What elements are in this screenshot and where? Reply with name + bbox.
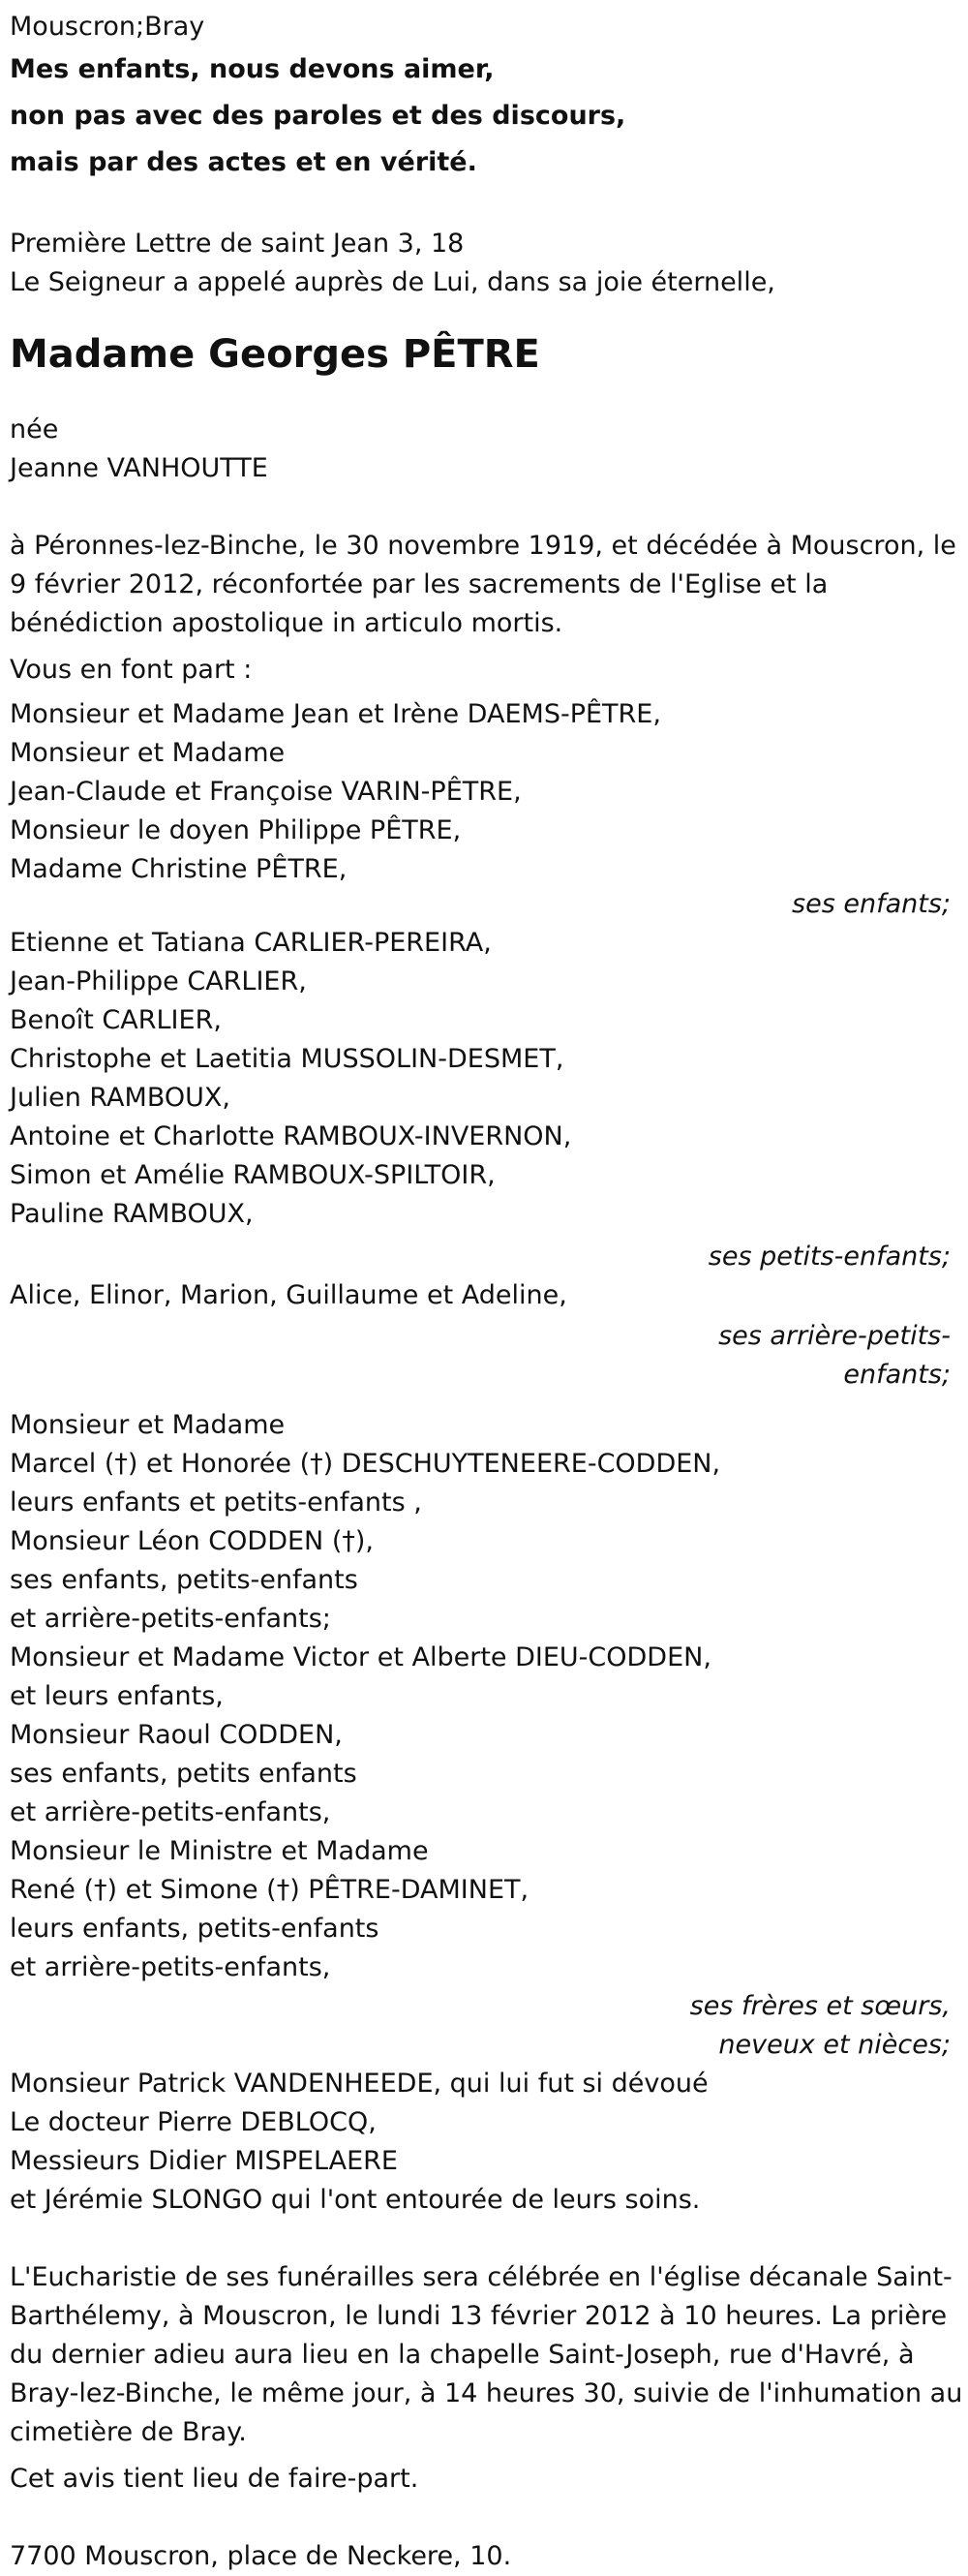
siblings-list	[10, 1406, 958, 1987]
list-item: Alice, Elinor, Marion, Guillaume et Adeline,	[10, 1280, 567, 1310]
list-item: ses enfants, petits-enfants	[10, 1565, 358, 1595]
list-item: Monsieur et Madame	[10, 738, 286, 768]
list-item: et leurs enfants,	[10, 1681, 224, 1711]
list-item: Julien RAMBOUX,	[10, 1083, 230, 1113]
list-item: leurs enfants, petits-enfants	[10, 1914, 379, 1944]
list-item: et arrière-petits-enfants,	[10, 1952, 331, 1982]
children-label: ses enfants;	[792, 889, 951, 919]
list-item: Monsieur et Madame Victor et Alberte DIEU-CODDEN,	[10, 1642, 711, 1672]
children-list	[10, 695, 958, 889]
siblings-label: ses frères et sœurs, neveux et nièces;	[689, 1991, 951, 2060]
maiden-name: Jeanne VANHOUTTE	[10, 453, 268, 483]
caregivers-list	[10, 2065, 958, 2220]
verse-line-2: non pas avec des paroles et des discours,	[10, 101, 626, 131]
list-item: et Jérémie SLONGO qui l'ont entourée de leurs soins.	[10, 2185, 701, 2215]
list-item: René (†) et Simone (†) PÊTRE-DAMINET,	[10, 1875, 529, 1905]
grandchildren-list	[10, 924, 958, 1234]
list-item: Monsieur Léon CODDEN (†),	[10, 1526, 374, 1556]
list-item: et arrière-petits-enfants;	[10, 1604, 331, 1634]
location-header: Mouscron;Bray	[10, 12, 205, 42]
verse-reference: Première Lettre de saint Jean 3, 18	[10, 229, 465, 259]
list-item: Monsieur et Madame Jean et Irène DAEMS-PÊTRE,	[10, 699, 661, 729]
list-item: Madame Christine PÊTRE,	[10, 854, 348, 884]
list-item: Benoît CARLIER,	[10, 1005, 222, 1035]
list-item: Le docteur Pierre DEBLOCQ,	[10, 2107, 377, 2137]
list-item: Monsieur le doyen Philippe PÊTRE,	[10, 815, 462, 845]
grandchildren-label: ses petits-enfants;	[708, 1242, 951, 1272]
list-item: Jean-Philippe CARLIER,	[10, 966, 307, 997]
address-text: 7700 Mouscron, place de Neckere, 10.	[10, 2541, 512, 2571]
verse-line-3: mais par des actes et en vérité.	[10, 147, 477, 177]
list-item: Jean-Claude et Françoise VARIN-PÊTRE,	[10, 777, 522, 807]
announce-text: Vous en font part :	[10, 655, 253, 685]
list-item: leurs enfants et petits-enfants ,	[10, 1487, 422, 1518]
verse-line-1: Mes enfants, nous devons aimer,	[10, 54, 495, 84]
list-item: Christophe et Laetitia MUSSOLIN-DESMET,	[10, 1044, 564, 1074]
great-grandchildren-list	[10, 1276, 958, 1315]
list-item: Pauline RAMBOUX,	[10, 1199, 254, 1229]
list-item: ses enfants, petits enfants	[10, 1759, 357, 1789]
list-item: Monsieur Patrick VANDENHEEDE, qui lui fut si dévoué	[10, 2069, 709, 2099]
list-item: Marcel (†) et Honorée (†) DESCHUYTENEERE-CODDEN,	[10, 1449, 721, 1479]
birth-death-text: à Péronnes-lez-Binche, le 30 novembre 1919, et décédée à Mouscron, le 9 février 2012, réconfortée par les sacrements de l'Eglise et la bénédiction apostolique in articulo mortis.	[10, 531, 956, 638]
list-item: Antoine et Charlotte RAMBOUX-INVERNON,	[10, 1121, 572, 1151]
nee-label: née	[10, 414, 59, 445]
list-item: et arrière-petits-enfants,	[10, 1797, 331, 1827]
list-item: Messieurs Didier MISPELAERE	[10, 2146, 398, 2176]
deceased-name: Madame Georges PÊTRE	[10, 332, 540, 377]
notice-text: Cet avis tient lieu de faire-part.	[10, 2464, 419, 2494]
list-item: Simon et Amélie RAMBOUX-SPILTOIR,	[10, 1160, 496, 1190]
intro-text: Le Seigneur a appelé auprès de Lui, dans sa joie éternelle,	[10, 267, 775, 297]
funeral-text: L'Eucharistie de ses funérailles sera célébrée en l'église décanale Saint-Barthélemy, à Mouscron, le lundi 13 février 2012 à 10 heures. La prière du dernier adieu aura lieu en la chapelle Saint-Joseph, rue d'Havré, à Bray-lez-Binche, le même jour, à 14 heures 30, suivie de l'inhumation au cimetière de Bray.	[10, 2262, 963, 2447]
list-item: Monsieur Raoul CODDEN,	[10, 1720, 343, 1750]
list-item: Etienne et Tatiana CARLIER-PEREIRA,	[10, 928, 492, 958]
list-item: Monsieur le Ministre et Madame	[10, 1836, 429, 1866]
great-grandchildren-label: ses arrière-petits-enfants;	[718, 1321, 951, 1390]
list-item: Monsieur et Madame	[10, 1410, 286, 1440]
